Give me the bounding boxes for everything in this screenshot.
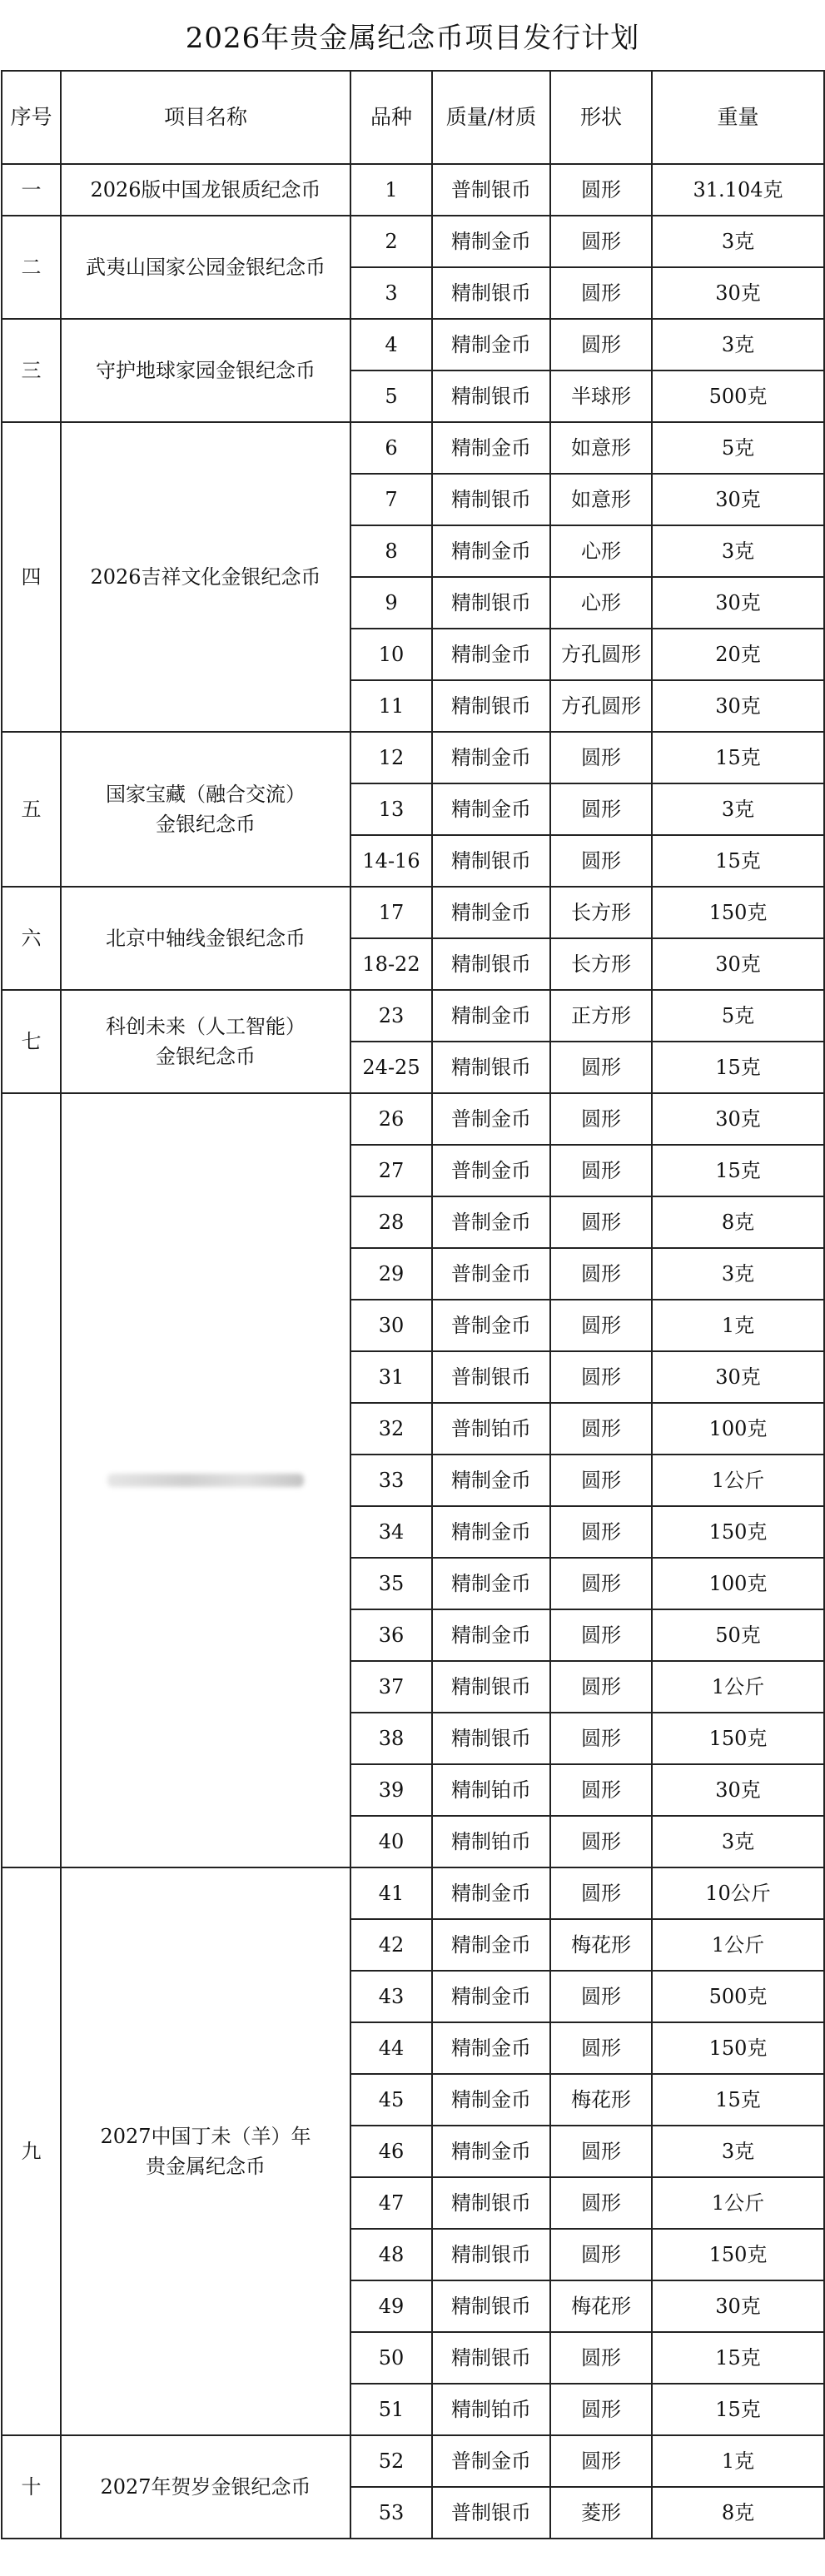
header-name: 项目名称 (61, 71, 350, 164)
cell-material: 精制银币 (432, 680, 550, 732)
cell-shape: 长方形 (550, 938, 652, 990)
cell-material: 精制金币 (432, 629, 550, 680)
cell-material: 普制金币 (432, 1093, 550, 1145)
cell-material: 精制铂币 (432, 2384, 550, 2435)
cell-material: 精制银币 (432, 1713, 550, 1764)
cell-shape: 圆形 (550, 1764, 652, 1816)
document-title: 2026年贵金属纪念币项目发行计划 (185, 21, 640, 55)
cell-weight: 30克 (652, 1764, 824, 1816)
cell-kind: 43 (350, 1971, 432, 2022)
cell-weight: 1克 (652, 2435, 824, 2487)
project-name-cell (61, 1867, 350, 2435)
cell-material: 普制金币 (432, 1300, 550, 1351)
cell-weight: 5克 (652, 422, 824, 474)
cell-material: 普制铂币 (432, 1403, 550, 1455)
cell-shape: 圆形 (550, 1506, 652, 1558)
cell-weight: 30克 (652, 1351, 824, 1403)
cell-weight: 30克 (652, 1093, 824, 1145)
project-name-line: 2027中国丁未（羊）年 (100, 2125, 311, 2148)
cell-shape: 圆形 (550, 2229, 652, 2280)
cell-weight: 20克 (652, 629, 824, 680)
cell-kind: 17 (350, 887, 432, 938)
cell-weight: 3克 (652, 525, 824, 577)
issuance-plan-table (1, 70, 825, 2539)
cell-material: 精制金币 (432, 1867, 550, 1919)
cell-shape: 圆形 (550, 1248, 652, 1300)
header-material: 质量/材质 (432, 71, 550, 164)
cell-material: 精制银币 (432, 370, 550, 422)
cell-kind: 42 (350, 1919, 432, 1971)
project-name-cell (61, 990, 350, 1093)
cell-shape: 圆形 (550, 783, 652, 835)
cell-weight: 15克 (652, 1145, 824, 1196)
cell-kind: 30 (350, 1300, 432, 1351)
cell-kind: 53 (350, 2487, 432, 2539)
cell-weight: 1公斤 (652, 1661, 824, 1713)
project-seq-cell: 十 (2, 2435, 61, 2539)
cell-weight: 50克 (652, 1609, 824, 1661)
cell-shape: 圆形 (550, 1713, 652, 1764)
cell-kind: 33 (350, 1455, 432, 1506)
header-weight: 重量 (652, 71, 824, 164)
cell-weight: 1公斤 (652, 1455, 824, 1506)
cell-shape: 圆形 (550, 1196, 652, 1248)
table-row (2, 1867, 824, 1919)
cell-kind: 52 (350, 2435, 432, 2487)
cell-material: 精制铂币 (432, 1816, 550, 1867)
cell-material: 精制金币 (432, 525, 550, 577)
cell-material: 精制银币 (432, 835, 550, 887)
cell-weight: 150克 (652, 2229, 824, 2280)
cell-weight: 30克 (652, 577, 824, 629)
cell-material: 精制铂币 (432, 1764, 550, 1816)
cell-material: 普制银币 (432, 1351, 550, 1403)
cell-shape: 心形 (550, 525, 652, 577)
cell-kind: 40 (350, 1816, 432, 1867)
redacted-project-name (107, 1474, 305, 1487)
cell-shape: 圆形 (550, 319, 652, 370)
cell-shape: 圆形 (550, 1971, 652, 2022)
project-name-cell (61, 2435, 350, 2539)
cell-weight: 15克 (652, 732, 824, 783)
cell-material: 精制银币 (432, 2229, 550, 2280)
cell-weight: 15克 (652, 2074, 824, 2126)
cell-weight: 30克 (652, 474, 824, 525)
cell-material: 精制金币 (432, 1609, 550, 1661)
project-seq-cell: 四 (2, 422, 61, 732)
cell-material: 精制金币 (432, 2074, 550, 2126)
cell-kind: 4 (350, 319, 432, 370)
cell-kind: 1 (350, 164, 432, 216)
cell-weight: 150克 (652, 1506, 824, 1558)
cell-weight: 15克 (652, 2384, 824, 2435)
project-seq-cell: 一 (2, 164, 61, 216)
cell-kind: 36 (350, 1609, 432, 1661)
cell-kind: 49 (350, 2280, 432, 2332)
project-name-line: 北京中轴线金银纪念币 (106, 927, 306, 950)
cell-shape: 梅花形 (550, 1919, 652, 1971)
cell-shape: 方孔圆形 (550, 629, 652, 680)
cell-kind: 34 (350, 1506, 432, 1558)
cell-material: 精制金币 (432, 887, 550, 938)
cell-shape: 圆形 (550, 1300, 652, 1351)
cell-shape: 圆形 (550, 2384, 652, 2435)
table-row (2, 1093, 824, 1145)
cell-weight: 8克 (652, 2487, 824, 2539)
cell-weight: 100克 (652, 1403, 824, 1455)
cell-kind: 24-25 (350, 1042, 432, 1093)
cell-kind: 28 (350, 1196, 432, 1248)
cell-material: 精制银币 (432, 267, 550, 319)
cell-kind: 11 (350, 680, 432, 732)
cell-weight: 30克 (652, 680, 824, 732)
cell-material: 精制银币 (432, 577, 550, 629)
cell-weight: 500克 (652, 1971, 824, 2022)
project-seq-cell (2, 1093, 61, 1867)
cell-weight: 500克 (652, 370, 824, 422)
cell-material: 精制金币 (432, 1919, 550, 1971)
cell-material: 精制金币 (432, 2126, 550, 2177)
cell-material: 普制银币 (432, 2487, 550, 2539)
cell-material: 普制金币 (432, 2435, 550, 2487)
cell-weight: 150克 (652, 2022, 824, 2074)
cell-weight: 15克 (652, 835, 824, 887)
cell-shape: 圆形 (550, 216, 652, 267)
project-name-line: 2026吉祥文化金银纪念币 (90, 565, 321, 589)
cell-material: 精制金币 (432, 1455, 550, 1506)
cell-weight: 1克 (652, 1300, 824, 1351)
project-name-line: 武夷山国家公园金银纪念币 (86, 256, 326, 279)
cell-weight: 150克 (652, 1713, 824, 1764)
cell-material: 精制金币 (432, 1971, 550, 2022)
cell-shape: 圆形 (550, 1867, 652, 1919)
cell-weight: 5克 (652, 990, 824, 1042)
table-row (2, 2435, 824, 2487)
cell-shape: 圆形 (550, 1558, 652, 1609)
cell-kind: 39 (350, 1764, 432, 1816)
cell-kind: 18-22 (350, 938, 432, 990)
cell-kind: 50 (350, 2332, 432, 2384)
cell-shape: 圆形 (550, 1455, 652, 1506)
cell-material: 精制金币 (432, 1506, 550, 1558)
cell-kind: 7 (350, 474, 432, 525)
cell-kind: 29 (350, 1248, 432, 1300)
cell-shape: 圆形 (550, 1403, 652, 1455)
project-seq-cell: 九 (2, 1867, 61, 2435)
cell-shape: 圆形 (550, 1093, 652, 1145)
table-row (2, 216, 824, 267)
project-name-line: 金银纪念币 (156, 1045, 256, 1068)
table-row (2, 422, 824, 474)
project-name-line: 金银纪念币 (156, 813, 256, 836)
project-name-line: 2026版中国龙银质纪念币 (90, 178, 321, 201)
cell-shape: 梅花形 (550, 2280, 652, 2332)
cell-kind: 47 (350, 2177, 432, 2229)
cell-material: 精制金币 (432, 2022, 550, 2074)
project-name-cell (61, 216, 350, 319)
project-name-line: 2027年贺岁金银纪念币 (100, 2475, 311, 2499)
cell-kind: 45 (350, 2074, 432, 2126)
table-row (2, 887, 824, 938)
cell-material: 精制金币 (432, 732, 550, 783)
project-name-line: 贵金属纪念币 (146, 2155, 266, 2178)
table-row (2, 990, 824, 1042)
cell-material: 精制金币 (432, 216, 550, 267)
cell-weight: 1公斤 (652, 2177, 824, 2229)
cell-weight: 100克 (652, 1558, 824, 1609)
project-name-cell (61, 887, 350, 990)
cell-material: 普制金币 (432, 1145, 550, 1196)
cell-weight: 3克 (652, 1816, 824, 1867)
cell-weight: 150克 (652, 887, 824, 938)
cell-material: 精制金币 (432, 422, 550, 474)
cell-material: 精制银币 (432, 474, 550, 525)
cell-shape: 圆形 (550, 2435, 652, 2487)
cell-material: 精制金币 (432, 783, 550, 835)
cell-weight: 3克 (652, 216, 824, 267)
cell-material: 精制银币 (432, 2177, 550, 2229)
cell-weight: 30克 (652, 2280, 824, 2332)
cell-weight: 8克 (652, 1196, 824, 1248)
cell-shape: 圆形 (550, 732, 652, 783)
cell-kind: 6 (350, 422, 432, 474)
cell-material: 精制金币 (432, 990, 550, 1042)
cell-shape: 圆形 (550, 164, 652, 216)
cell-shape: 圆形 (550, 1816, 652, 1867)
cell-kind: 10 (350, 629, 432, 680)
cell-kind: 14-16 (350, 835, 432, 887)
cell-kind: 35 (350, 1558, 432, 1609)
cell-weight: 1公斤 (652, 1919, 824, 1971)
cell-kind: 23 (350, 990, 432, 1042)
cell-kind: 27 (350, 1145, 432, 1196)
table-body (2, 164, 824, 2539)
table-row (2, 732, 824, 783)
cell-material: 精制金币 (432, 1558, 550, 1609)
cell-kind: 12 (350, 732, 432, 783)
cell-weight: 3克 (652, 2126, 824, 2177)
cell-kind: 3 (350, 267, 432, 319)
project-name-cell (61, 164, 350, 216)
project-name-line: 守护地球家园金银纪念币 (96, 359, 316, 382)
cell-shape: 圆形 (550, 1145, 652, 1196)
cell-shape: 半球形 (550, 370, 652, 422)
cell-shape: 圆形 (550, 1351, 652, 1403)
cell-shape: 梅花形 (550, 2074, 652, 2126)
project-seq-cell: 五 (2, 732, 61, 887)
project-seq-cell: 六 (2, 887, 61, 990)
cell-kind: 37 (350, 1661, 432, 1713)
cell-shape: 如意形 (550, 422, 652, 474)
cell-weight: 15克 (652, 1042, 824, 1093)
cell-weight: 15克 (652, 2332, 824, 2384)
project-seq-cell: 七 (2, 990, 61, 1093)
cell-weight: 3克 (652, 319, 824, 370)
cell-kind: 26 (350, 1093, 432, 1145)
project-name-line: 国家宝藏（融合交流） (106, 783, 306, 806)
cell-kind: 5 (350, 370, 432, 422)
cell-weight: 30克 (652, 938, 824, 990)
cell-shape: 长方形 (550, 887, 652, 938)
header-seq: 序号 (2, 71, 61, 164)
cell-kind: 2 (350, 216, 432, 267)
cell-kind: 41 (350, 1867, 432, 1919)
cell-weight: 31.104克 (652, 164, 824, 216)
cell-shape: 菱形 (550, 2487, 652, 2539)
project-seq-cell: 二 (2, 216, 61, 319)
project-name-cell (61, 1093, 350, 1867)
header-shape: 形状 (550, 71, 652, 164)
cell-kind: 32 (350, 1403, 432, 1455)
cell-shape: 圆形 (550, 835, 652, 887)
project-name-line: 科创未来（人工智能） (106, 1015, 306, 1038)
cell-material: 精制银币 (432, 1661, 550, 1713)
cell-shape: 方孔圆形 (550, 680, 652, 732)
cell-kind: 46 (350, 2126, 432, 2177)
table-row (2, 319, 824, 370)
cell-kind: 13 (350, 783, 432, 835)
cell-material: 普制银币 (432, 164, 550, 216)
cell-shape: 圆形 (550, 1609, 652, 1661)
project-name-cell (61, 422, 350, 732)
cell-material: 普制金币 (432, 1196, 550, 1248)
cell-material: 普制金币 (432, 1248, 550, 1300)
cell-kind: 48 (350, 2229, 432, 2280)
cell-weight: 30克 (652, 267, 824, 319)
cell-weight: 3克 (652, 1248, 824, 1300)
cell-shape: 心形 (550, 577, 652, 629)
cell-weight: 3克 (652, 783, 824, 835)
cell-kind: 31 (350, 1351, 432, 1403)
cell-material: 精制银币 (432, 2332, 550, 2384)
cell-material: 精制银币 (432, 1042, 550, 1093)
cell-kind: 44 (350, 2022, 432, 2074)
cell-material: 精制银币 (432, 938, 550, 990)
cell-shape: 圆形 (550, 1042, 652, 1093)
cell-material: 精制金币 (432, 319, 550, 370)
cell-shape: 圆形 (550, 1661, 652, 1713)
table-row (2, 164, 824, 216)
table-header-row (2, 71, 824, 164)
cell-shape: 圆形 (550, 267, 652, 319)
cell-kind: 9 (350, 577, 432, 629)
cell-shape: 圆形 (550, 2177, 652, 2229)
project-seq-cell: 三 (2, 319, 61, 422)
cell-shape: 正方形 (550, 990, 652, 1042)
project-name-cell (61, 732, 350, 887)
cell-shape: 圆形 (550, 2126, 652, 2177)
project-name-cell (61, 319, 350, 422)
cell-material: 精制银币 (432, 2280, 550, 2332)
cell-kind: 38 (350, 1713, 432, 1764)
cell-shape: 圆形 (550, 2332, 652, 2384)
header-kind: 品种 (350, 71, 432, 164)
cell-weight: 10公斤 (652, 1867, 824, 1919)
cell-shape: 如意形 (550, 474, 652, 525)
cell-shape: 圆形 (550, 2022, 652, 2074)
cell-kind: 8 (350, 525, 432, 577)
cell-kind: 51 (350, 2384, 432, 2435)
